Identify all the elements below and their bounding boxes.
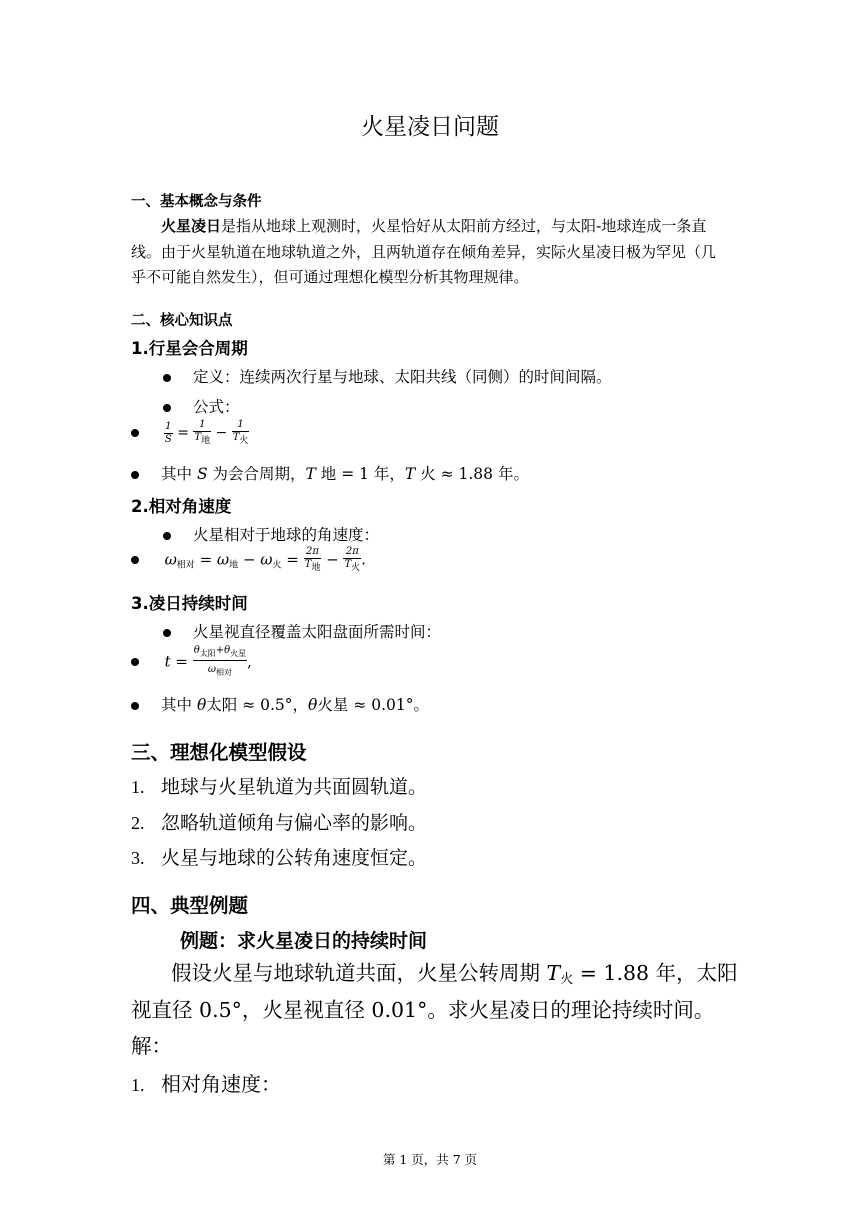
- minus-sign: −: [215, 425, 228, 441]
- example-line-2: 视直径 0.5°，火星视直径 0.01°。求火星凌日的理论持续时间。: [131, 998, 715, 1022]
- bullet-dot: [131, 429, 139, 437]
- bullet-dot: [163, 404, 171, 412]
- page-title: 火星凌日问题: [361, 114, 499, 140]
- bullet-omega-formula: $\omega_{相对} = \omega_地 - \omega_火$ = $\frac{2\pi}{\text{T地}}$ − $\frac{2\pi}{\text{T火}}$ .: [131, 546, 366, 574]
- bullet-synodic-formula: [131, 419, 249, 447]
- bullet-dot: [131, 658, 139, 666]
- formula-label: 公式：: [193, 398, 240, 416]
- fraction-theta-over-omega: $\frac{\theta_{太阳}+\theta_{火星}}{\omega_{相对}}$: [193, 645, 247, 677]
- page-footer: 第 1 页，共 7 页: [382, 1152, 478, 1167]
- example-line-1: 假设火星与地球轨道共面，火星公转周期 $T_火 = 1.88$ 年，太阳: [171, 961, 738, 987]
- fraction-1-over-t-earth: $\frac{1}{\text{T地}}$: [194, 419, 211, 446]
- bullet-definition: [163, 365, 612, 387]
- bullet-dot: [163, 374, 171, 382]
- bullet-formula-label: [163, 395, 240, 417]
- fraction-2pi-over-t-mars: $\frac{2\pi}{\text{T火}}$: [344, 546, 361, 573]
- bullet-dot: [131, 556, 139, 564]
- fraction-1-over-s: $\frac{1}{S}$: [164, 420, 172, 445]
- list-item: 2. 忽略轨道倾角与偏心率的影响。: [131, 812, 428, 834]
- equals-sign: =: [177, 425, 189, 441]
- bullet-theta-note: 其中 θ太阳 ≈ 0.5°，θ火星 ≈ 0.01°。: [131, 693, 429, 715]
- subheading-synodic-period: 1.行星会合周期: [131, 339, 248, 358]
- example-title: 例题：求火星凌日的持续时间: [180, 930, 428, 952]
- paragraph-line-3: 乎不可能自然发生），但可通过理想化模型分析其物理规律。: [131, 268, 529, 286]
- solution-label: 解：: [131, 1034, 172, 1058]
- subheading-transit-duration: 3.凌日持续时间: [131, 594, 248, 613]
- bullet-dot: [163, 532, 171, 540]
- section-heading-core-knowledge: 二、核心知识点: [131, 313, 233, 329]
- bullet-dot: [163, 629, 171, 637]
- fraction-1-over-t-mars: $\frac{1}{\text{T火}}$: [232, 419, 249, 446]
- bullet-angular-desc: 火星相对于地球的角速度：: [163, 523, 379, 545]
- bullet-dot: [131, 471, 139, 479]
- list-item: 1. 相对角速度：: [131, 1072, 281, 1096]
- list-item: 3. 火星与地球的公转角速度恒定。: [131, 847, 428, 869]
- section-heading-model-assumptions: 三、理想化模型假设: [131, 741, 307, 764]
- paragraph-line-2: 线。由于火星轨道在地球轨道之外，且两轨道存在倾角差异，实际火星凌日极为罕见（几: [131, 243, 717, 261]
- section-heading-example: 四、典型例题: [131, 894, 249, 917]
- bullet-duration-desc: 火星视直径覆盖太阳盘面所需时间：: [163, 620, 441, 642]
- fraction-2pi-over-t-earth: $\frac{2\pi}{\text{T地}}$: [304, 546, 321, 573]
- section-heading-basic-concepts: 一、基本概念与条件: [131, 194, 262, 210]
- bullet-period-note: 其中 S 为会合周期，T 地 = 1 年，T 火 ≈ 1.88 年。: [131, 462, 529, 484]
- paragraph-line-1: [131, 213, 706, 239]
- definition-text: 定义：连续两次行星与地球、太阳共线（同侧）的时间间隔。: [193, 368, 612, 386]
- bullet-dot: [131, 702, 139, 710]
- bullet-duration-formula: t = $\frac{\theta_{太阳}+\theta_{火星}}{\omega_{相对}}$ ,: [131, 645, 252, 679]
- term-mars-transit: 火星凌日: [161, 217, 222, 235]
- subheading-relative-angular-velocity: 2.相对角速度: [131, 497, 232, 516]
- list-item: 1. 地球与火星轨道为共面圆轨道。: [131, 776, 428, 798]
- paragraph-text: 是指从地球上观测时，火星恰好从太阳前方经过，与太阳-地球连成一条直: [221, 217, 707, 235]
